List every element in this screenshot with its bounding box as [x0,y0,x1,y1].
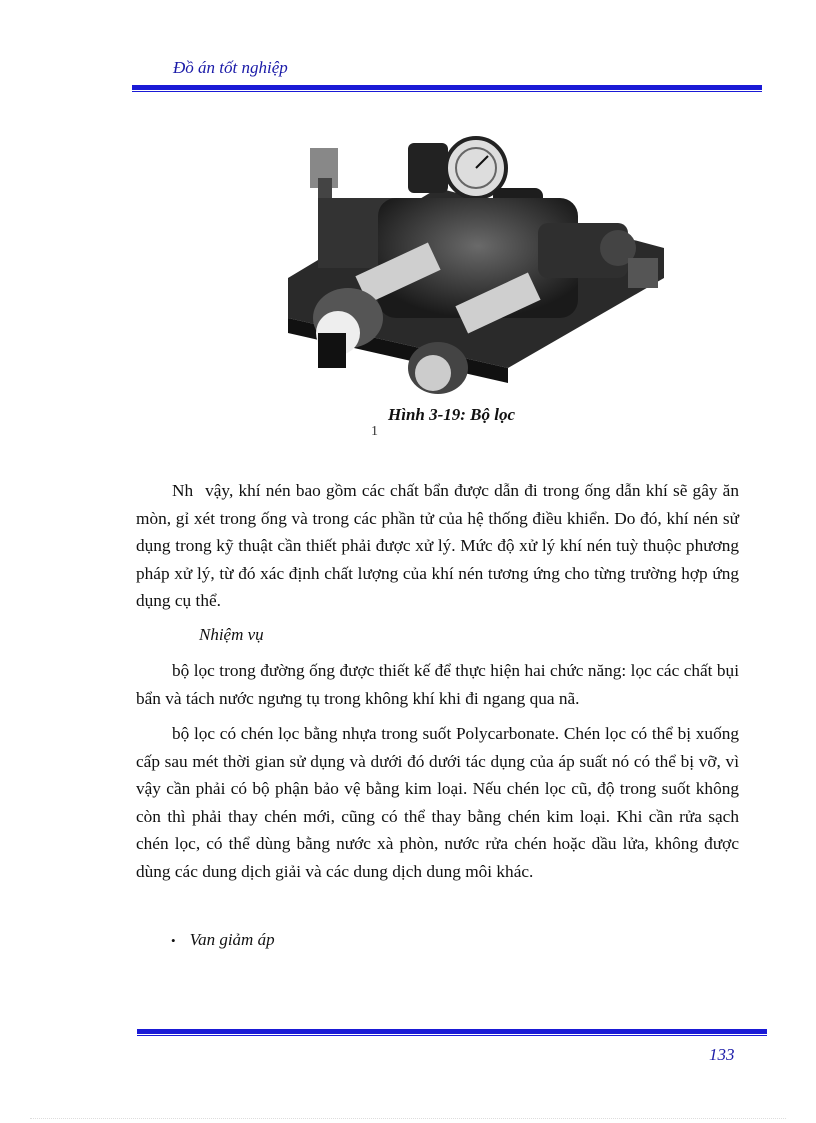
bullet-dot: • [171,933,176,948]
paragraph-2: bộ lọc trong đường ống được thiết kế để thực hiện hai chức năng: lọc các chất bụi bẩn và tách nước ngưng tụ trong không khí khi đi ngang qua nã. [136,661,739,708]
bullet-item [171,930,275,950]
paragraph-1-rest: vậy, khí nén bao gồm các chất bẩn được dẫn đi trong ống dẫn khí sẽ gây ăn mòn, gỉ xét trong ống và trong các phần tử của hệ thống điều khiển. Do đó, khí nén sử dụng trong kỹ thuật cần thiết phải được xử lý. Mức độ xử lý khí nén tuỳ thuộc phương pháp xử lý, từ đó xác định chất lượng của khí nén tương ứng cho từng trường hợp ứng dụng cụ thể. [136,481,739,610]
paragraph-1 [136,477,739,615]
figure-caption: Hình 3-19: Bộ lọc [388,405,516,424]
bottom-dotted-line [30,1118,786,1119]
paragraph-1-start: Nh [172,481,194,500]
header-title: Đồ án tốt nghiệp [173,58,288,77]
paragraph-3: bộ lọc có chén lọc bằng nhựa trong suốt Polycarbonate. Chén lọc có thể bị xuống cấp sau mét thời gian sử dụng và dưới đó dưới tác dụng của áp suất nó có thể bị vỡ, vì vậy cần phải có bộ phận bảo vệ bằng kim loại. Nếu chén lọc cũ, độ trong suốt không còn thì phải thay chén mới, cũng có thể thay bằng chén kim loại. Khi cần rửa sạch chén lọc, có thể dùng bằng nước xà phòn, nước rửa chén hoặc dầu lửa, không được dùng các dung dịch giải và các dung dịch dung môi khác. [136,724,739,881]
subheading-nhiem-vu: Nhiệm vụ [199,625,264,644]
header-rule [132,85,762,90]
stray-mark: 1 [371,424,378,439]
page-number: 133 [709,1045,735,1064]
footer-rule [137,1029,767,1034]
bullet-text: Van giảm áp [189,930,275,949]
filter-unit-figure [288,128,664,400]
